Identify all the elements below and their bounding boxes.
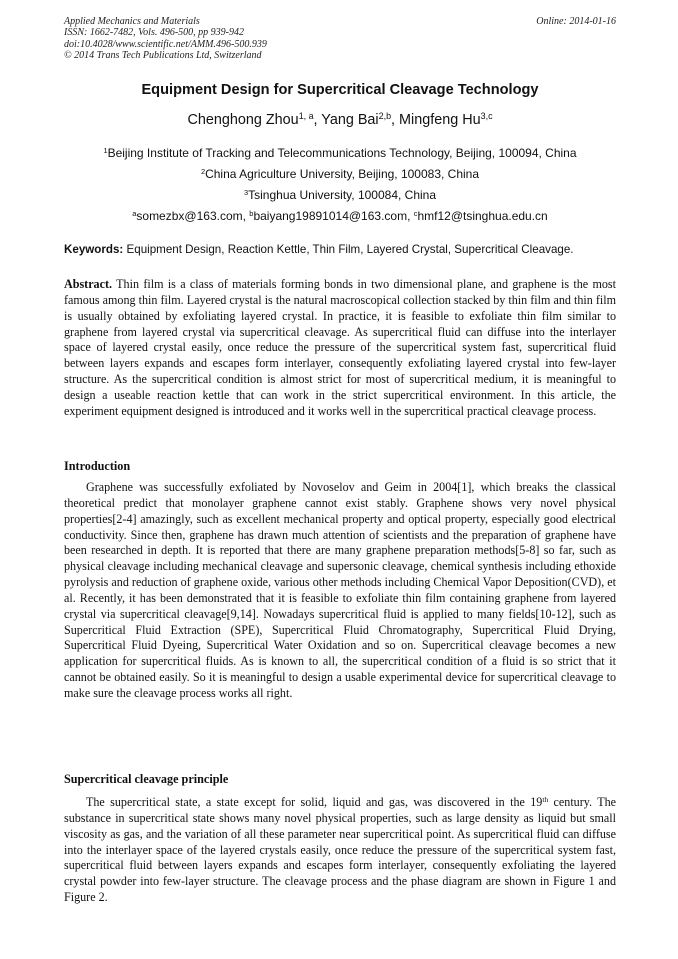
principle-superscript: th — [542, 794, 549, 804]
abstract-label: Abstract. — [64, 277, 113, 291]
principle-text: The supercritical state, a state except for solid, liquid and gas, was discovered in the 19 — [86, 795, 543, 809]
affiliation-superscript: 1 — [103, 145, 108, 155]
email-text: hmf12@tsinghua.edu.cn — [417, 209, 548, 223]
introduction-paragraph: Graphene was successfully exfoliated by Novoselov and Geim in 2004[1], which breaks the classical theoretical predict that monolayer graphene cannot exist stably. Graphene shows very novel physical properties[2-4] amazingly, such as excellent mechanical property and optical property, especially good electrical conductivity. Since then, graphene has drawn much attention of scientists and the preparation of graphene have been researched in depth. It is reported that there are many graphene preparation methods[5-8] so far, such as physical cleavage including mechanical cleavage and supersonic cleavage, chemical synthesis including ethoxide pyrolysis and reduction of graphene oxide, various other methods including Chemical Vapor Deposition(CVD), et al. Recently, it has been demonstrated that it is feasible to exfoliate thin film containing graphene from layered crystal via supercritical cleavage[9,14]. Nowadays supercritical fluid is applied to many fields[10-12], such as Supercritical Fluid Extraction (SPE), Supercritical Fluid Chromatography, Supercritical Fluid Drying, Supercritical Fluid Dyeing, Supercritical Water Oxidation and so on. Supercritical cleavage becomes a new application for supercritical fluids. As is known to all, the supercritical condition of a fluid is so strict that it cannot be obtained easily. So it is meaningful to design a usable experimental device for supercritical cleavage to make sure the cleavage process works all right. — [64, 480, 616, 700]
email-superscript: a — [132, 208, 137, 218]
affiliation — [64, 166, 616, 187]
keywords — [64, 243, 616, 256]
author-superscript: 3,c — [480, 111, 493, 122]
affiliations — [64, 145, 616, 229]
principle-text: century. The substance in supercritical state shows many novel physical properties, such as large density as liquid but small viscosity as gas, and the variation of all these parameter near supercritical point. As supercritical fluid can diffuse into the interlayer space of the layered crystals easily, once reduce the pressure of the supercritical system fast, supercritical fluid between layers expands and escapes form interlayer, consequently exfoliating the layered crystal powder into few-layer structure. The cleavage process and the phase diagram are shown in Figure 1 and Figure 2. — [64, 795, 616, 905]
principle-heading: Supercritical cleavage principle — [64, 772, 229, 786]
email-line — [64, 208, 616, 229]
journal-issn: ISSN: 1662-7482, Vols. 496-500, pp 939-942 — [64, 27, 244, 39]
abstract — [64, 277, 616, 420]
journal-header — [64, 16, 616, 61]
email-text: baiyang19891014@163.com, — [253, 209, 414, 223]
affiliation-text: China Agriculture University, Beijing, 100083, China — [205, 167, 480, 181]
introduction-heading: Introduction — [64, 459, 131, 473]
keywords-label: Keywords: — [64, 243, 124, 256]
affiliation-superscript: 3 — [243, 187, 249, 197]
author-superscript: 1, a — [298, 111, 314, 122]
author-name: Mingfeng Hu — [399, 112, 481, 128]
email-superscript: b — [249, 208, 254, 218]
affiliation — [64, 187, 616, 208]
author-name: Chenghong Zhou — [187, 112, 299, 128]
affiliation — [64, 145, 616, 166]
author-line: Chenghong Zhou$^{1, a}$, Yang Bai$^{2,b}$, Mingfeng Hu$^{3,c}$ — [187, 111, 493, 128]
email-superscript: c — [413, 208, 418, 218]
affiliation-superscript: 2 — [200, 166, 206, 176]
paper-title: Equipment Design for Supercritical Cleavage Technology — [141, 82, 539, 98]
online-date: Online: 2014-01-16 — [536, 16, 616, 27]
journal-doi: doi:10.4028/www.scientific.net/AMM.496-500.939 — [64, 38, 267, 50]
author-name: Yang Bai — [321, 112, 379, 128]
journal-copyright: © 2014 Trans Tech Publications Ltd, Switzerland — [64, 49, 262, 61]
journal-name: Applied Mechanics and Materials — [64, 16, 200, 27]
author-superscript: 2,b — [378, 111, 392, 122]
abstract-text: Thin film is a class of materials forming bonds in two dimensional plane, and graphene is the most famous among thin film. Layered crystal is the natural macroscopical collection stacked by thin film and thin film is usually obtained by exfoliating layered crystal. In practice, it is feasible to exfoliate thin film similar to graphene from layered crystal via supercritical cleavage. As supercritical fluid can diffuse into the interlayer space of layered crystal easily, once reduce the pressure of the supercritical system fast, supercritical fluid between layers expands and escapes form interlayer, consequently exfoliating layered crystal into few-layer structure. As the supercritical condition is almost strict for most of supercritical medium, it is meaningful to design a useable reaction kettle that can work in the strict supercritical environment. In this article, the experiment equipment designed is introduced and it works well in the supercritical practical cleavage process. — [64, 277, 617, 418]
email-text: somezbx@163.com, — [136, 209, 250, 223]
affiliation-text: Tsinghua University, 100084, China — [248, 188, 437, 202]
keywords-text: Equipment Design, Reaction Kettle, Thin Film, Layered Crystal, Supercritical Cleavage. — [126, 243, 574, 256]
affiliation-text: Beijing Institute of Tracking and Telecommunications Technology, Beijing, 100094, China — [107, 146, 577, 160]
principle-paragraph — [64, 795, 616, 906]
